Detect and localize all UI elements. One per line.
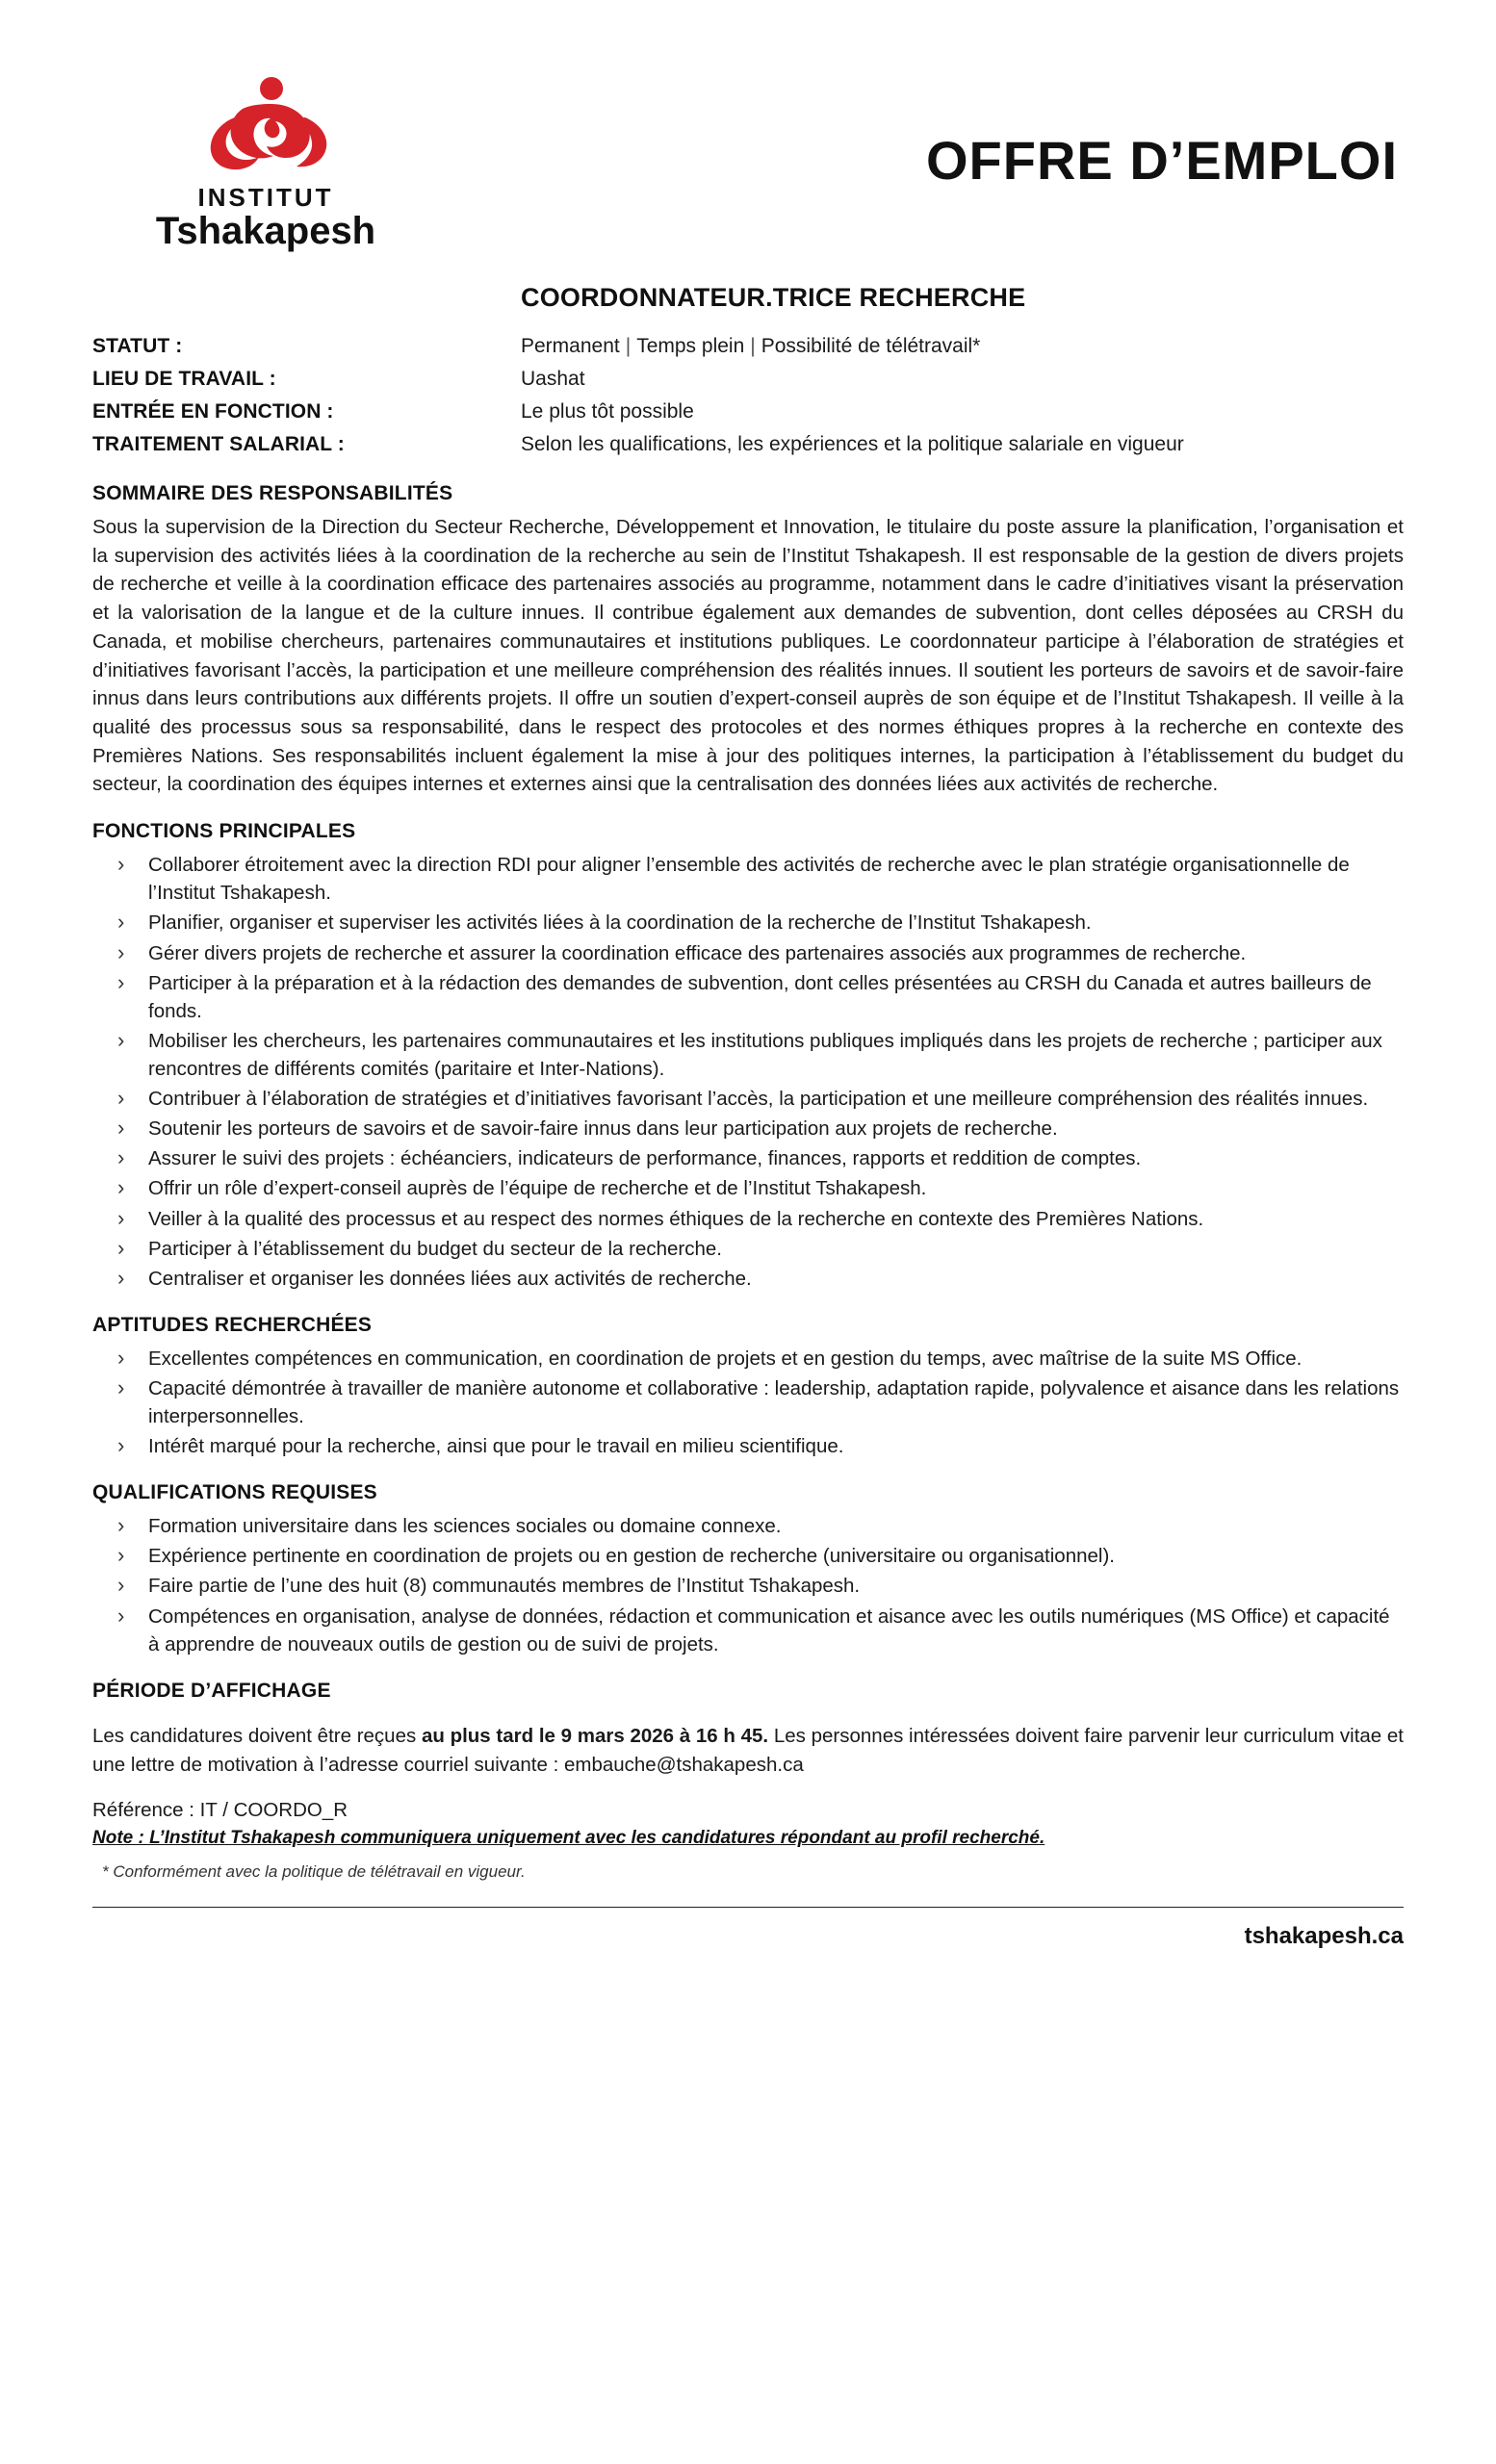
list-item: › Expérience pertinente en coordination de projets ou en gestion de recherche (universitaire ou organisationnel).	[92, 1542, 1404, 1570]
institute-line2: Tshakapesh	[155, 210, 376, 252]
section-heading-skills: APTITUDES RECHERCHÉES	[92, 1313, 373, 1336]
list-item: › Faire partie de l’une des huit (8) communautés membres de l’Institut Tshakapesh.	[92, 1572, 1404, 1600]
tshakapesh-logo-icon	[182, 75, 350, 181]
list-item: › Mobiliser les chercheurs, les partenaires communautaires et les institutions publiques impliqués dans les projets de recherche ; participer aux rencontres de différents comités (paritaire et Inter-Nations).	[92, 1027, 1404, 1083]
statut-part-3: Possibilité de télétravail*	[761, 335, 981, 357]
list-item: › Intérêt marqué pour la recherche, ainsi que pour le travail en milieu scientifique.	[92, 1432, 1404, 1460]
institute-line1: INSTITUT	[197, 183, 334, 212]
statut-part-1: Permanent	[521, 335, 620, 357]
info-value-lieu: Uashat	[521, 368, 585, 390]
statut-separator-1: |	[625, 335, 632, 357]
list-item: › Participer à l’établissement du budget du secteur de la recherche.	[92, 1235, 1404, 1263]
info-value-statut	[521, 330, 1404, 363]
section-heading-summary: SOMMAIRE DES RESPONSABILITÉS	[92, 482, 453, 504]
table-row	[92, 363, 1404, 396]
list-item: › Participer à la préparation et à la rédaction des demandes de subvention, dont celles présentées au CRSH du Canada et autres bailleurs de fonds.	[92, 969, 1404, 1025]
institute-wordmark	[156, 185, 375, 250]
table-row	[92, 330, 1404, 363]
posting-paragraph	[92, 1722, 1404, 1779]
footer-divider	[92, 1907, 1404, 1908]
info-value-traitement: Selon les qualifications, les expériences et la politique salariale en vigueur	[521, 433, 1184, 455]
list-item: › Veiller à la qualité des processus et au respect des normes éthiques de la recherche en contexte des Premières Nations.	[92, 1205, 1404, 1233]
posting-text-before: Les candidatures doivent être reçues	[92, 1725, 422, 1748]
info-label-entree: ENTRÉE EN FONCTION :	[92, 400, 334, 423]
info-label-lieu: LIEU DE TRAVAIL :	[92, 368, 276, 390]
list-item: › Formation universitaire dans les sciences sociales ou domaine connexe.	[92, 1512, 1404, 1540]
table-row	[92, 396, 1404, 428]
posting-text-after: Les personnes intéressées doivent faire parvenir leur curriculum vitae et une lettre de motivation à l’adresse courriel suivante : embauche@tshakapesh.ca	[92, 1725, 1404, 1777]
list-item: › Centraliser et organiser les données liées aux activités de recherche.	[92, 1265, 1404, 1293]
list-item: › Assurer le suivi des projets : échéanciers, indicateurs de performance, finances, rapports et reddition de comptes.	[92, 1144, 1404, 1172]
info-label-statut: STATUT :	[92, 335, 183, 357]
job-info-table	[92, 330, 1404, 461]
list-item: › Collaborer étroitement avec la direction RDI pour aligner l’ensemble des activités de recherche avec le plan stratégie organisationnelle de l’Institut Tshakapesh.	[92, 851, 1404, 907]
footer-website: tshakapesh.ca	[1244, 1923, 1404, 1950]
list-item: › Excellentes compétences en communication, en coordination de projets et en gestion du temps, avec maîtrise de la suite MS Office.	[92, 1345, 1404, 1373]
telework-footnote: * Conformément avec la politique de télétravail en vigueur.	[102, 1862, 526, 1882]
posting-note: Note : L’Institut Tshakapesh communiquera uniquement avec les candidatures répondant au profil recherché.	[92, 1828, 1045, 1849]
summary-paragraph: Sous la supervision de la Direction du Secteur Recherche, Développement et Innovation, le titulaire du poste assure la planification, l’organisation et la supervision des activités liées à la coordination de la recherche au sein de l’Institut Tshakapesh. Il est responsable de la gestion de divers projets de recherche et veille à la coordination efficace des partenaires associés au programme, notamment dans le cadre d’initiatives visant la préservation et la valorisation de la langue et de la culture innues. Il contribue également aux demandes de subvention, dont celles déposées au CRSH du Canada, et mobilise chercheurs, partenaires communautaires et institutions publiques. Le coordonnateur participe à l’élaboration de stratégies et d’initiatives favorisant l’accès, la participation et une meilleure compréhension des réalités innues. Il soutient les porteurs de savoirs et de savoir-faire innus dans leurs contributions aux différents projets. Il offre un soutien d’expert-conseil auprès de son équipe et de l’Institut Tshakapesh. Il veille à la qualité des processus sous sa responsabilité, dans le respect des protocoles et des normes éthiques propres à la recherche en contexte des Premières Nations. Ses responsabilités incluent également la mise à jour des politiques internes, la participation à l’établissement du budget du secteur, la coordination des équipes internes et externes ainsi que la centralisation des données liées aux activités de recherche.	[92, 516, 1404, 796]
info-value-entree: Le plus tôt possible	[521, 400, 694, 423]
list-item: › Contribuer à l’élaboration de stratégies et d’initiatives favorisant l’accès, la participation et une meilleure compréhension des réalités innues.	[92, 1085, 1404, 1113]
functions-list	[92, 851, 1404, 1293]
institute-logo	[92, 75, 410, 250]
posting-reference: Référence : IT / COORDO_R	[92, 1799, 348, 1822]
offer-title: OFFRE D’EMPLOI	[926, 130, 1398, 191]
qualifications-list	[92, 1512, 1404, 1658]
job-title: COORDONNATEUR.TRICE RECHERCHE	[521, 283, 1026, 312]
section-heading-functions: FONCTIONS PRINCIPALES	[92, 820, 356, 843]
document-header	[92, 75, 1404, 258]
list-item: › Compétences en organisation, analyse de données, rédaction et communication et aisance avec les outils numériques (MS Office) et capacité à apprendre de nouveaux outils de gestion ou de suivi de projets.	[92, 1603, 1404, 1658]
posting-deadline: au plus tard le 9 mars 2026 à 16 h 45.	[421, 1725, 769, 1748]
section-heading-posting: PÉRIODE D’AFFICHAGE	[92, 1679, 331, 1702]
list-item: › Gérer divers projets de recherche et assurer la coordination efficace des partenaires associés aux programmes de recherche.	[92, 939, 1404, 967]
info-label-traitement: TRAITEMENT SALARIAL :	[92, 433, 345, 455]
list-item: › Planifier, organiser et superviser les activités liées à la coordination de la recherche de l’Institut Tshakapesh.	[92, 909, 1404, 937]
list-item: › Soutenir les porteurs de savoirs et de savoir-faire innus dans leur participation aux projets de recherche.	[92, 1115, 1404, 1142]
section-heading-qualifications: QUALIFICATIONS REQUISES	[92, 1481, 377, 1504]
statut-separator-2: |	[750, 335, 756, 357]
table-row	[92, 428, 1404, 461]
statut-part-2: Temps plein	[636, 335, 745, 357]
skills-list	[92, 1345, 1404, 1460]
list-item: › Offrir un rôle d’expert-conseil auprès de l’équipe de recherche et de l’Institut Tshakapesh.	[92, 1174, 1404, 1202]
list-item: › Capacité démontrée à travailler de manière autonome et collaborative : leadership, adaptation rapide, polyvalence et aisance dans les relations interpersonnelles.	[92, 1374, 1404, 1430]
